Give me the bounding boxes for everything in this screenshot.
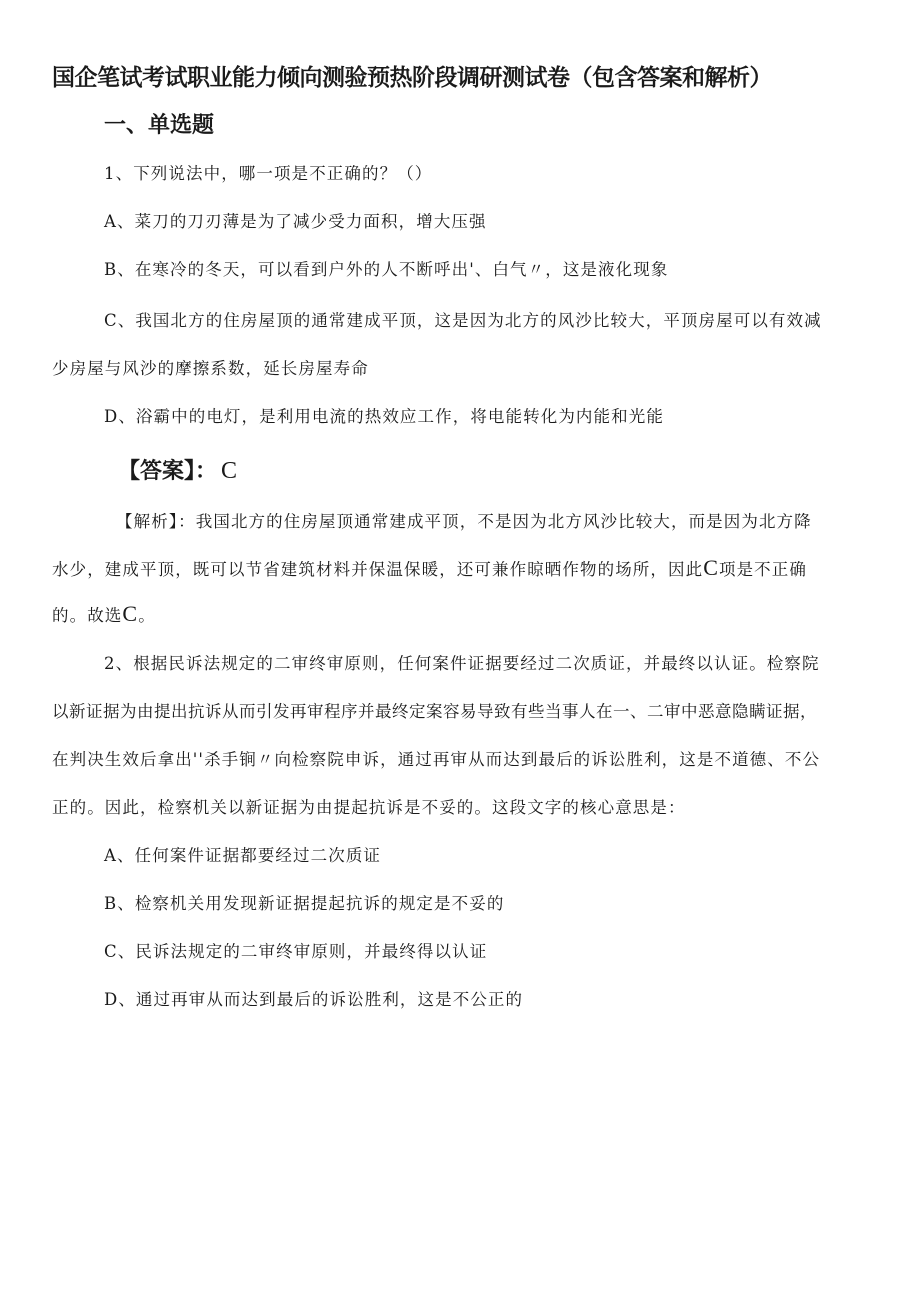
analysis-text: 的。故选	[52, 606, 123, 625]
question-1-analysis-line-1: 【解析】：我国北方的住房屋顶通常建成平顶，不是因为北方风沙比较大，而是因为北方降	[116, 512, 812, 531]
question-1-analysis-line-3	[52, 600, 156, 630]
answer-label: 【答案】：	[118, 459, 218, 484]
analysis-text: 水少，建成平顶，既可以节省建筑材料并保温保暖，还可兼作晾晒作物的场所，因此	[52, 560, 704, 579]
analysis-option-letter: C	[122, 601, 139, 626]
question-1-answer	[118, 454, 237, 489]
question-2-option-b: B、检察机关用发现新证据提起抗诉的规定是不妥的	[104, 894, 505, 913]
analysis-option-letter: C	[703, 555, 719, 580]
answer-value: C	[221, 458, 238, 484]
question-1-analysis-line-2	[52, 554, 807, 584]
question-1-option-c-line-2: 少房屋与风沙的摩擦系数，延长房屋寿命	[52, 359, 369, 378]
question-1-stem: 1、下列说法中，哪一项是不正确的？（）	[104, 164, 433, 183]
question-2-option-d: D、通过再审从而达到最后的诉讼胜利，这是不公正的	[104, 990, 524, 1009]
question-1-option-d: D、浴霸中的电灯，是利用电流的热效应工作，将电能转化为内能和光能	[104, 407, 664, 426]
question-2-stem-line-3: 在判决生效后拿出''杀手锏〃向检察院申诉，通过再审从而达到最后的诉讼胜利，这是不道德、不公	[52, 750, 821, 769]
question-2-option-c: C、民诉法规定的二审终审原则，并最终得以认证	[104, 942, 488, 961]
question-1-option-a: A、菜刀的刀刃薄是为了减少受力面积，增大压强	[104, 212, 487, 231]
question-1-option-c-line-1: C、我国北方的住房屋顶的通常建成平顶，这是因为北方的风沙比较大，平顶房屋可以有效减	[104, 311, 822, 330]
analysis-text: 。	[138, 606, 156, 625]
question-1-option-b: B、在寒冷的冬天，可以看到户外的人不断呼出'、白气〃，这是液化现象	[104, 260, 669, 279]
analysis-text: 项是不正确	[718, 560, 807, 579]
question-2-stem-line-2: 以新证据为由提出抗诉从而引发再审程序并最终定案容易导致有些当事人在一、二审中恶意隐瞒证据，	[52, 702, 817, 721]
section-heading: 一、单选题	[104, 113, 215, 138]
question-2-stem-line-1: 2、根据民诉法规定的二审终审原则，任何案件证据要经过二次质证，并最终以认证。检察院	[104, 654, 820, 673]
document-title: 国企笔试考试职业能力倾向测验预热阶段调研测试卷（包含答案和解析）	[52, 65, 772, 91]
question-2-option-a: A、任何案件证据都要经过二次质证	[104, 846, 382, 865]
question-2-stem-line-4: 正的。因此，检察机关以新证据为由提起抗诉是不妥的。这段文字的核心意思是：	[52, 798, 686, 817]
